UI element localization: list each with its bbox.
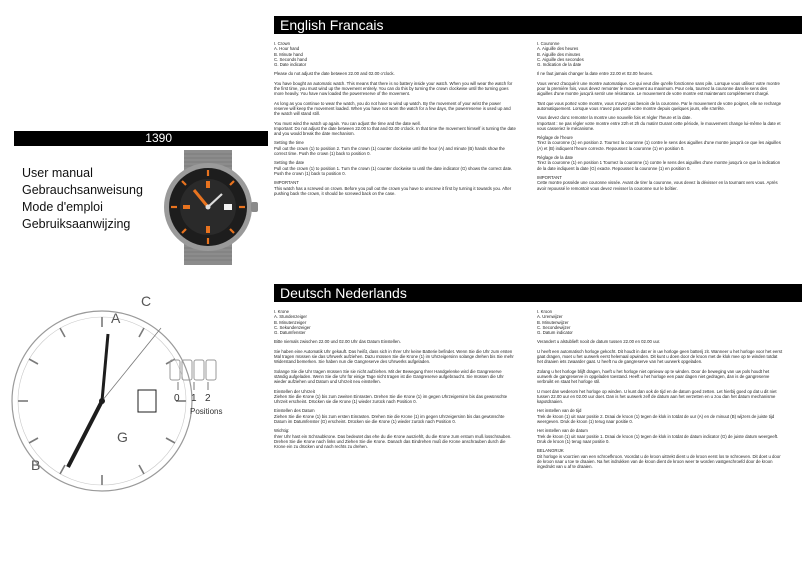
header-english-francais — [274, 16, 802, 34]
paragraph: Het instellen van de datum Trek de kroon (1) uit naar positie 1. Draai de kroon (1) tegen de klok in totdat de datum indicator (G) de juiste datum weergeeft. Druk de kroon (1) terug naar positie 0. — [537, 428, 779, 444]
cover-title-list — [22, 165, 172, 233]
label-a: A — [111, 310, 121, 326]
paragraph: Vous venez d'acquérir une montre automatique. Ce qui veut dire qu'elle fonctionne sans pile. Lorsque vous utilisez votre montre pour la première fois, vous devez remonter le mouvement au maximum. Pour cela, tournez la couronne dans le sens des aiguilles d'une montre jusqu'à sentir une résistance. Le mouvement de votre montre est maintenant complètement chargé. — [537, 80, 780, 97]
paragraph: Sie haben eine Automatik Uhr gekauft. Das heißt, dass sich in Ihrer Uhr keine Batterie befindet. Wenn Sie die Uhr zum ersten Mal tragen müssen sie das Uhrwerk aufziehen. Dazu müssen Sie die Krone (1) im Uhrzeigersinn solange drehen bis Sie mehr Widerstand bemerken. Sie haben nun die Gangreserve des Uhrwerks aufgeladen. — [274, 348, 514, 365]
paragraph: U moet dan wederom het horloge op winden. U kunt dan ook de tijd en de datum goed zetten. Let hierbij goed op dat u dit niet tussen 22.00 uur en 02.00 uur doet. Dan is het uurwerk zelf de datum aan het verzetten en u zou dan het datum mechanisme kapotdraaien. — [537, 388, 777, 405]
positions-label: Positions — [190, 407, 223, 416]
nederlands-column — [537, 309, 783, 473]
paragraph: Il ne faut jamais changer la date entre 22.00 et 02.00 heures. — [537, 71, 654, 77]
model-number: 1390 — [145, 131, 172, 145]
paragraph: Bitte niemals zwischen 22.00 und 02.00 Uhr das Datum Einstellen. — [274, 339, 401, 345]
paragraph: I. Crown A. Hour hand B. Minute hand C. Seconds hand G. Date indicator — [274, 41, 307, 68]
paragraph: Einstellen der Uhrzeit Ziehen Sie die Krone (1) bis zum zweiten Einrasten. Drehen Sie die Krone (1) im gegen Uhrzeigersinn bis das gewünschte Uhrzeit erscheint. Drücken sie die Krone (1) wieder zurück nach Position 0. — [274, 388, 508, 405]
paragraph: I. Couronne A. Aiguille des heures B. Aiguille des minutes C. Aiguille des secondes G. Indication de la date — [537, 41, 584, 68]
cover-title-nl: Gebruiksaanwijzing — [22, 217, 131, 231]
paragraph: Het instellen van de tijd Trek de kroon (1) uit naar positie 2. Draai de kroon (1) tegen de klok in totdat de uur (A) en de minuut (B) wijzers de juiste tijd weergeven. Druk de kroon (1) terug naar positie 0. — [537, 408, 775, 425]
header-title: Deutsch Nederlands — [280, 285, 407, 301]
paragraph: U heeft een automatisch horloge gekocht. Dit houdt in dat er in uw horloge geen batterij zit. Wanneer u het horloge voor het eerst gaat dragen, moet u het uurwerk eerst helemaal opwinden. Dit kunt u doen door de kroon met de klok mee op te winden totdat het draaien iets zwaarder gaat. U heeft nu de gangreserve van het uurwerk opgeladen. — [537, 348, 783, 365]
header-deutsch-nederlands — [274, 284, 802, 302]
clock-diagram — [10, 290, 265, 550]
crown-position-1: 1 — [191, 393, 197, 404]
paragraph: Réglage de l'heure Tirez la couronne (1) en position 2. Tournez la couronne (1) contre le sens des aiguilles d'une montre jusqu'à ce que les aiguilles (A) et (B) indiquent l'heure correcte. Repoussez la couronne (1) en position 0. — [537, 135, 781, 151]
paragraph: You have bought an automatic watch. This means that there is no battery inside your watch. When you will wear the watch for the first time, you must wind up the movement entirely. You can do this by turning the crown clockwise until the turning goes more heavily. You have now loaded the powerreserve of the movement. — [274, 80, 513, 97]
paragraph: I. Kroon A. Urenwijzer B. Minutenwijzer C. Secondewijzer G. Datum indicator — [537, 309, 573, 336]
crown-position-0: 0 — [174, 393, 180, 404]
paragraph: Einstellen des Datum Ziehen Sie die Krone (1) bis zum ersten Einrasten. Drehen Sie die Krone (1) im gegen Uhrzeigersinn bis das gewünschte Datum im Datumfenster (G) erscheint. Drücken sie die Krone (1) wieder zurück nach Position 0. — [274, 408, 505, 425]
paragraph: I. Krone A. Stundenzeiger B. Minutenzeiger C. Sekundenzeiger G. Datumfenster — [274, 309, 311, 336]
paragraph: IMPORTANT This watch has a screwed on crown. Before you pull out the crown you have to unscrew it first by turning it towards you. After pushing back the crown, it should be screwed back on the case. — [274, 180, 512, 196]
header-title: English Francais — [280, 17, 384, 33]
label-b: B — [31, 457, 41, 473]
paragraph: Tant que vous portez votre montre, vous n'avez pas besoin de la couronne. Par le mouvement de votre poignet, elle se recharge automatiquement. Lorsque vous n'avez pas porté votre montre depuis quelques jours, elle s'arrête. — [537, 100, 781, 111]
paragraph: BELANGRIJK Dit horloge is voorzien van een schroefkroon. Voordat u de kroon uittrekt dient u de kroon eerst los te schroeven. Dit doet u door de kroon naar u toe te draaien. Na het indrukken van de kroon dient de kroon weer te worden vastgeschroefd door de kroon ingedrukt van u af te draaien. — [537, 448, 781, 470]
paragraph: Verandert u alstublieft nooit de datum tussen 22.00 en 02.00 uur. — [537, 339, 661, 345]
paragraph: Setting the date Pull out the crown (1) to position 1. Turn the crown (1) counter clockwise to until the date indicator (G) shows the correct date. Push the crown (1) back to position 0. — [274, 160, 513, 176]
cover-title-en: User manual — [22, 166, 93, 180]
watch-photo — [152, 150, 264, 265]
paragraph: You must wind the watch up again. You can adjust the time and the date well. Important: Do not adjust the date between 22.00 to that and 02.00 o'clock. In that time the movement himself is turning the date and you would break the date mechanism. — [274, 120, 516, 137]
cover-title-fr: Mode d'emploi — [22, 200, 103, 214]
paragraph: Solange Sie die Uhr tragen müssen Sie sie nicht aufziehen. Mit der Bewegung Ihrer Handgelenke wird die Gangreserve ständig aufgeladen. Wenn Sie die Uhr für einige Tage nicht tragen ist die Gangreserve aufgebraucht. Sie müssen die Uhr wieder aufziehen und Datum und Uhrzeit neu einstellen. — [274, 368, 504, 385]
label-g: G — [117, 429, 128, 445]
paragraph: IMPORTANT Cette montre possède une couronne vissée. Avant de tirer la couronne, vous devez la dévisser en la tournant vers vous. Après avoir repoussé le remontoir vous devez revisser la couronne sur le boîtier. — [537, 174, 778, 191]
cover-title-de: Gebrauchsanweisung — [22, 183, 143, 197]
paragraph: Vous devez donc remonter la montre une nouvelle fois et régler l'heure et la date. Important : ne pas régler votre montre entre 22h et 2h du matin! Durant cette période, le mouvement change lui-même la date et vous casseriez le mécanisme. — [537, 115, 781, 131]
francais-column — [537, 41, 783, 195]
paragraph: As long as you continue to wear the watch, you do not have to wind up watch. By the movement of your wrist the power reserve will keep the movement loaded. When you have not worn the watch for a few days, the powerreserve is used up and the watch will stand still. — [274, 100, 511, 117]
paragraph: Setting the time Pull out the crown (1) to position 2. Turn the crown (1) counter clockwise until the hour (A) and minute (B) hands show the correct time. Push the crown (1) back to position 0. — [274, 140, 505, 157]
paragraph: Please do not adjust the date between 22.00 and 02.00 o'clock. — [274, 71, 395, 77]
deutsch-column — [274, 309, 516, 454]
paragraph: Réglage de la date Tirez la couronne (1) en position 1 Tournez la couronne (1) contre le sens des aiguilles d'une montre jusqu'à ce que la indication de la date indiquent la date (G) exacte. Repoussez la couronne (1) en position 0. — [537, 155, 781, 171]
model-number-bar — [14, 131, 268, 146]
label-c: C — [141, 293, 152, 309]
crown-position-2: 2 — [205, 393, 211, 404]
english-column — [274, 41, 516, 200]
paragraph: Zolang u het horloge blijft dragen, hoeft u het horloge niet opnieuw op te winden. Door de beweging van uw pols houdt het uurwerk de gangreserve in opgeladen toestand. Heeft u het horloge een paar dagen niet gedragen, dan is de gangreserve verbruikt en staat het horloge stil. — [537, 368, 770, 385]
paragraph: Wichtig: Ihrer Uhr hast ein Schraubkrone. Das bedeutet das ehe du die Krone ausziehlt, du die Krone zum erstum muß losschrauben. Drehen Sie die Krone nach links und Ziehen Sie die Krone. Danach das Eindrehen muß die Krone anschrauben durch die Krone ein zu drücken und nach rechts zu drehen. — [274, 428, 512, 450]
